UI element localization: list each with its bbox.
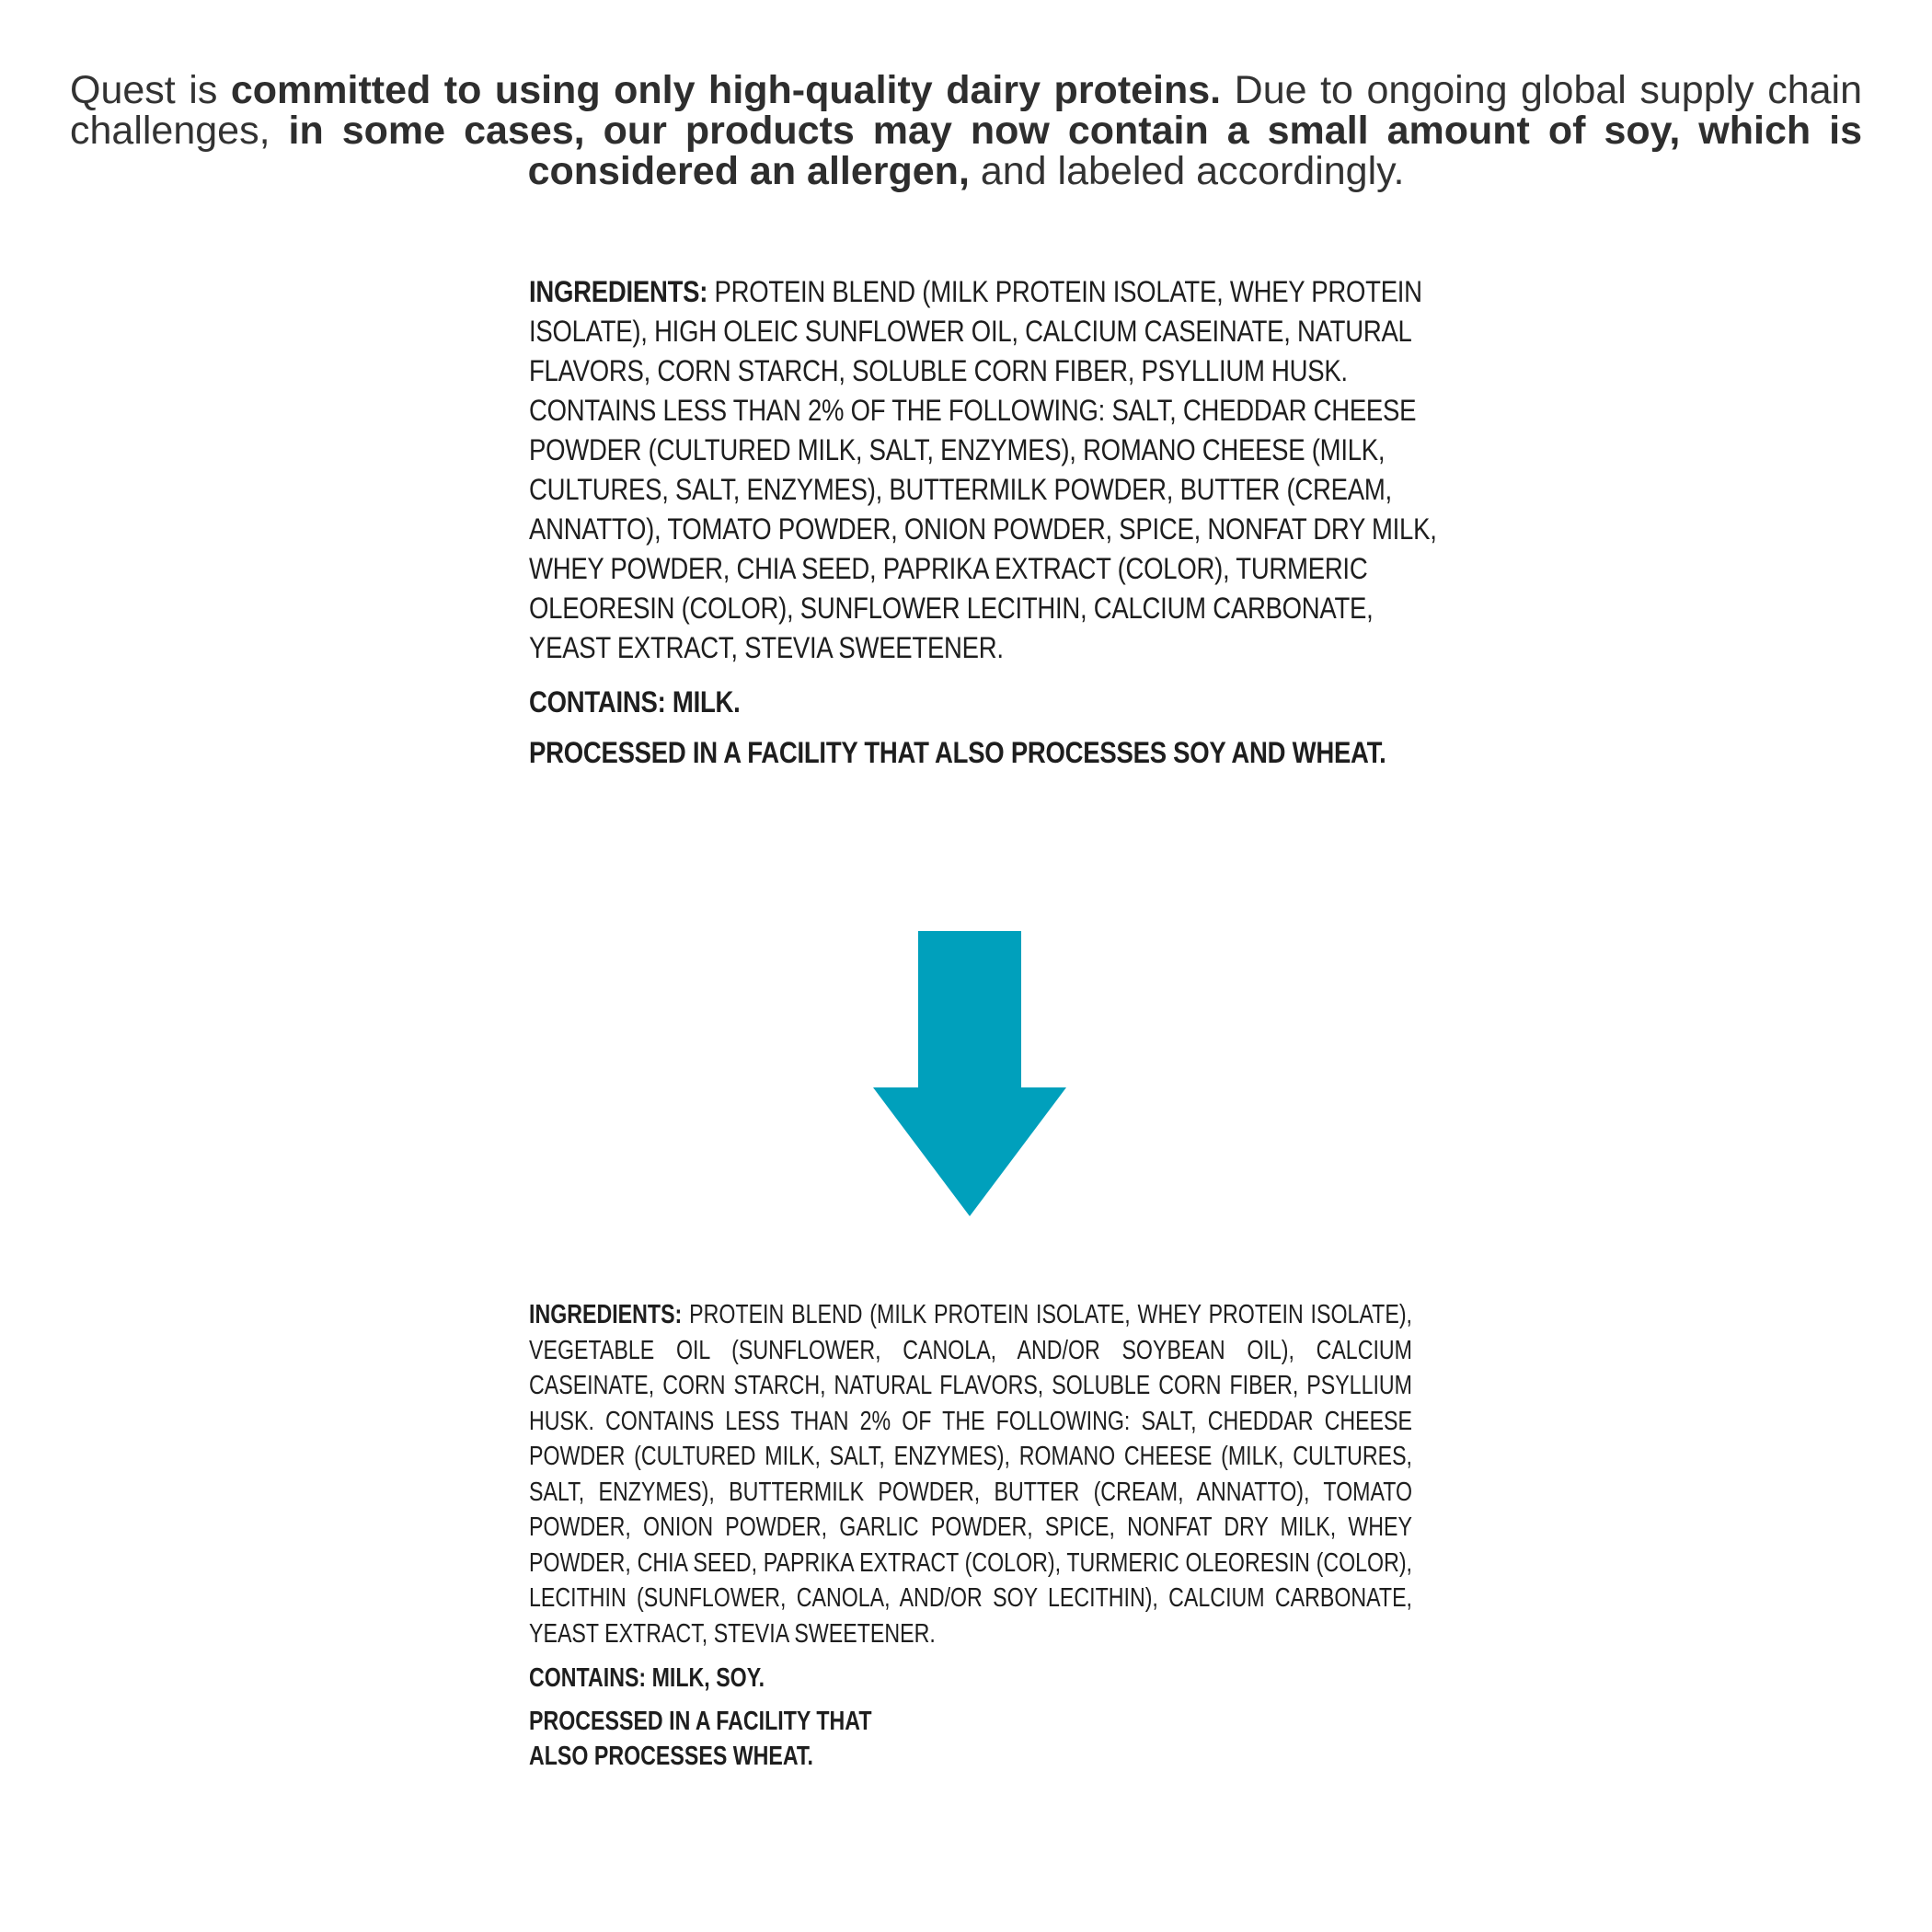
new-ingredients-label — [529, 1297, 1421, 1775]
new-contains-statement: CONTAINS: MILK, SOY. — [529, 1663, 765, 1693]
old-ingredients-text — [529, 272, 1439, 668]
notice-text-3: and labeled accordingly. — [969, 149, 1405, 193]
soy-notice — [70, 70, 1862, 191]
new-ingredients-text — [529, 1297, 1412, 1651]
old-facility-statement: PROCESSED IN A FACILITY THAT ALSO PROCESSES SOY AND WHEAT. — [529, 736, 1386, 769]
notice-text-1: Quest is — [70, 68, 231, 112]
notice-bold-1: committed to using only high-quality dairy proteins. — [230, 68, 1222, 112]
notice-bold-2: in some cases, our products may now contain a small amount of soy, which is considered an allergen, — [288, 109, 1862, 193]
old-ingredients-list: PROTEIN BLEND (MILK PROTEIN ISOLATE, WHEY PROTEIN ISOLATE), HIGH OLEIC SUNFLOWER OIL, CALCIUM CASEINATE, NATURAL FLAVORS, CORN STARCH, SOLUBLE CORN FIBER, PSYLLIUM HUSK. CONTAINS LESS THAN 2% OF THE FOLLOWING: SALT, CHEDDAR CHEESE POWDER (CULTURED MILK, SALT, ENZYMES), ROMANO CHEESE (MILK, CULTURES, SALT, ENZYMES), BUTTERMILK POWDER, BUTTER (CREAM, ANNATTO), TOMATO POWDER, ONION POWDER, SPICE, NONFAT DRY MILK, WHEY POWDER, CHIA SEED, PAPRIKA EXTRACT (COLOR), TURMERIC OLEORESIN (COLOR), SUNFLOWER LECITHIN, CALCIUM CARBONATE, YEAST EXTRACT, STEVIA SWEETENER. — [529, 275, 1437, 664]
old-ingredients-heading: INGREDIENTS: — [529, 275, 708, 308]
new-facility-statement: PROCESSED IN A FACILITY THAT ALSO PROCESSES WHEAT. — [529, 1706, 872, 1771]
arrow-down-icon — [873, 931, 1066, 1216]
notice-text-2: Due to ongoing global supply chain challenges, — [70, 68, 1862, 153]
new-ingredients-heading: INGREDIENTS: — [529, 1300, 683, 1329]
old-ingredients-label — [529, 272, 1440, 773]
old-contains-statement: CONTAINS: MILK. — [529, 685, 741, 719]
new-ingredients-list: PROTEIN BLEND (MILK PROTEIN ISOLATE, WHEY PROTEIN ISOLATE), VEGETABLE OIL (SUNFLOWER, CANOLA, AND/OR SOYBEAN OIL), CALCIUM CASEINATE, CORN STARCH, NATURAL FLAVORS, SOLUBLE CORN FIBER, PSYLLIUM HUSK. CONTAINS LESS THAN 2% OF THE FOLLOWING: SALT, CHEDDAR CHEESE POWDER (CULTURED MILK, SALT, ENZYMES), ROMANO CHEESE (MILK, CULTURES, SALT, ENZYMES), BUTTERMILK POWDER, BUTTER (CREAM, ANNATTO), TOMATO POWDER, ONION POWDER, GARLIC POWDER, SPICE, NONFAT DRY MILK, WHEY POWDER, CHIA SEED, PAPRIKA EXTRACT (COLOR), TURMERIC OLEORESIN (COLOR), LECITHIN (SUNFLOWER, CANOLA, AND/OR SOY LECITHIN), CALCIUM CARBONATE, YEAST EXTRACT, STEVIA SWEETENER. — [529, 1300, 1412, 1649]
